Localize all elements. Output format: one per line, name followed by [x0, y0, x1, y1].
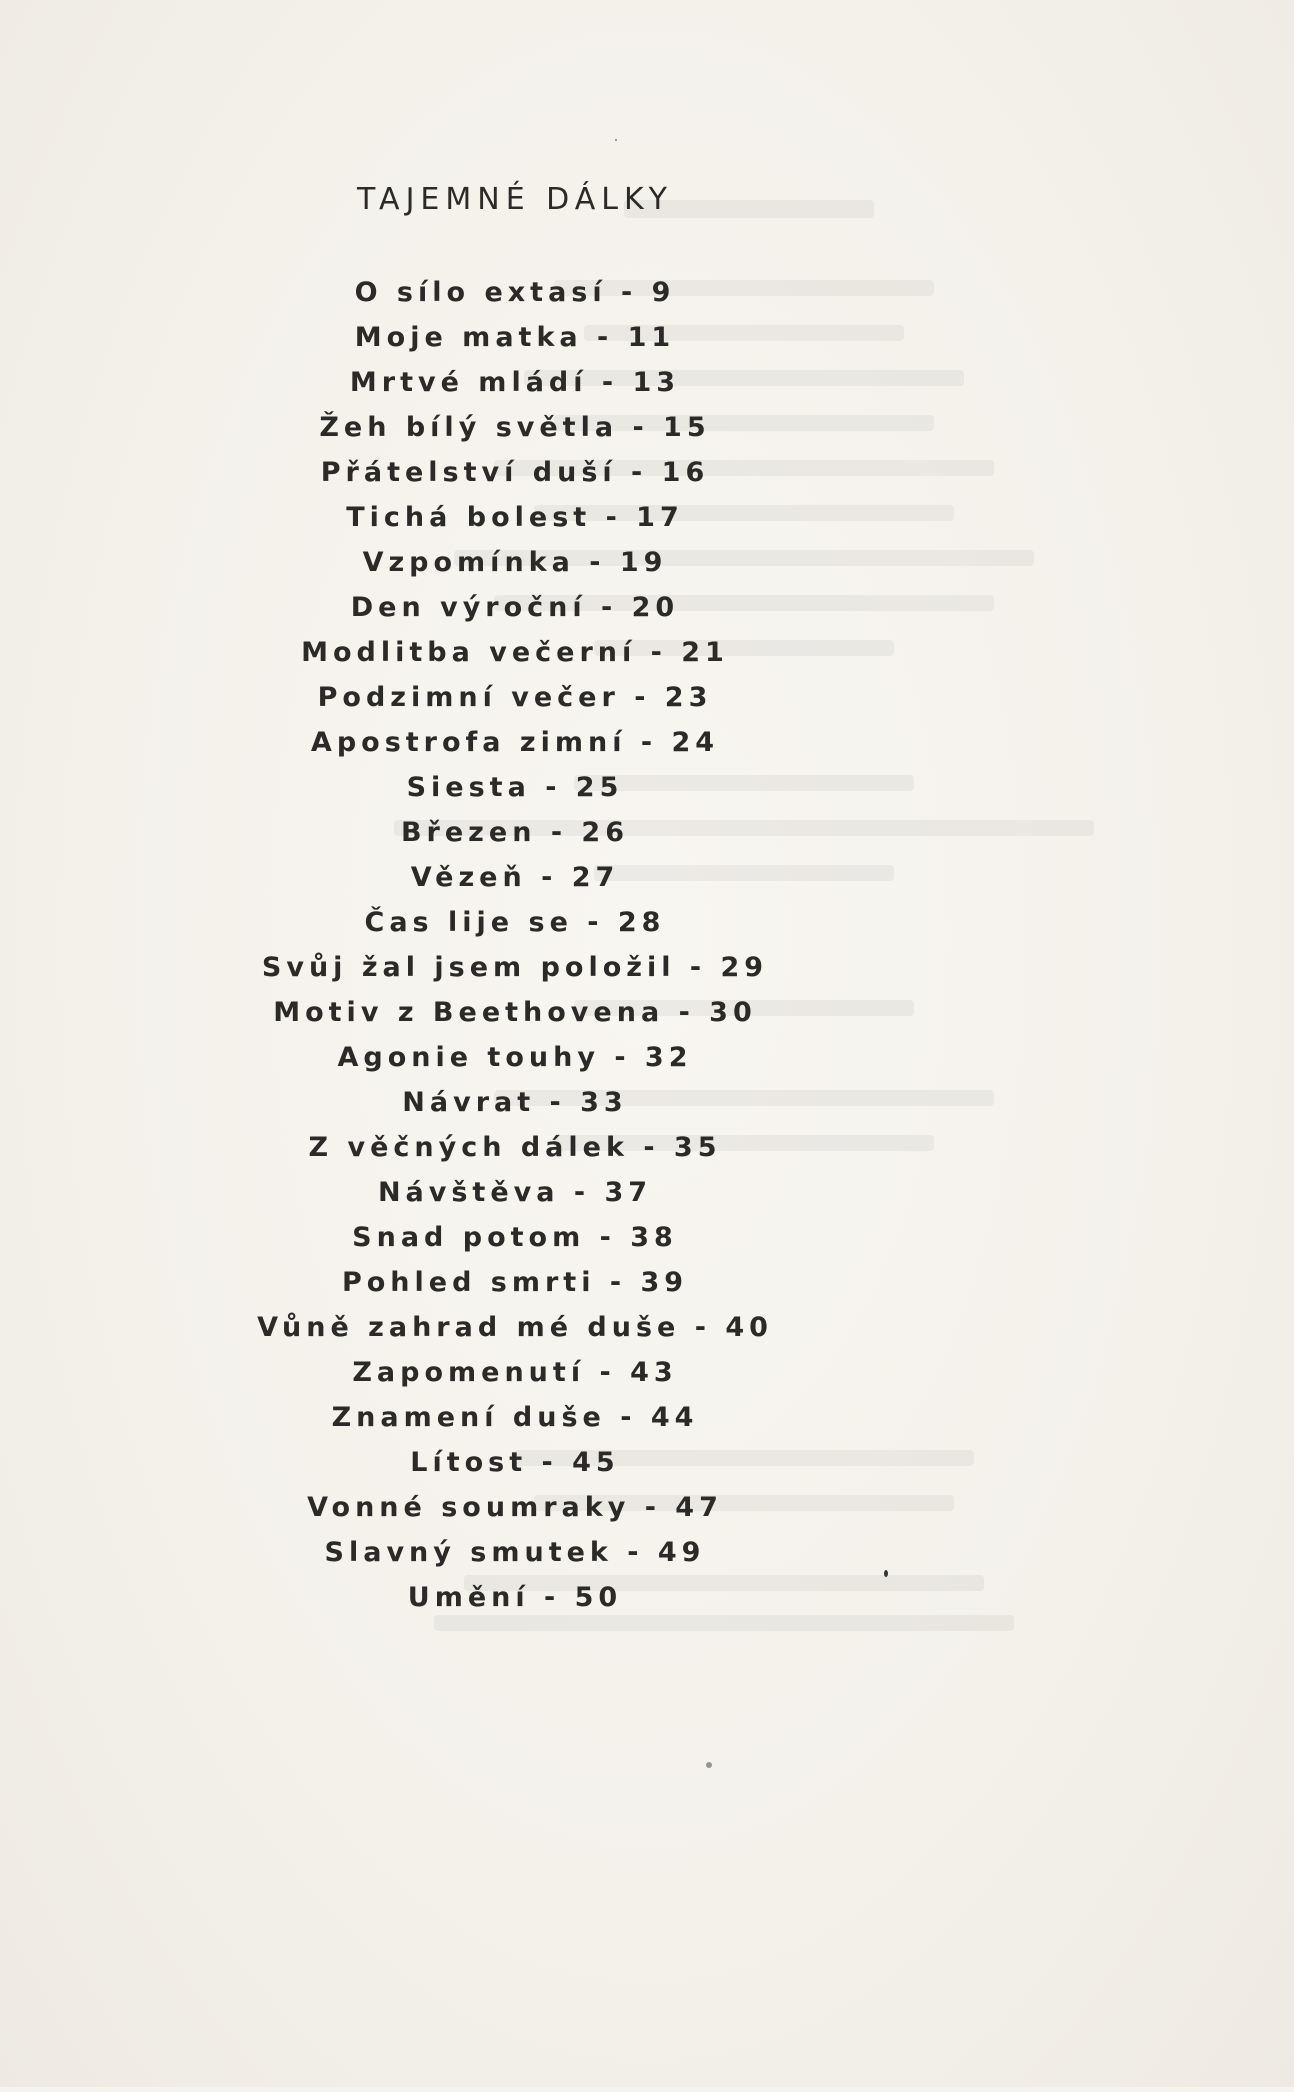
toc-entry: Slavný smutek - 49 [324, 1537, 706, 1568]
toc-entry: Z věčných dálek - 35 [308, 1132, 722, 1163]
ink-speck [884, 1570, 888, 1577]
toc-entry: Pohled smrti - 39 [341, 1267, 689, 1298]
toc-entry: O sílo extasí - 9 [354, 277, 676, 308]
toc-entry: Motiv z Beethovena - 30 [273, 997, 757, 1028]
toc-entry: Apostrofa zimní - 24 [310, 727, 720, 758]
toc-entry: Tichá bolest - 17 [346, 502, 684, 533]
toc-entry: Přátelství duší - 16 [320, 457, 710, 488]
toc-entry: Březen - 26 [400, 817, 630, 848]
toc-entry: Den výroční - 20 [350, 592, 680, 623]
toc-entry: Moje matka - 11 [354, 322, 676, 353]
toc-entry: Žeh bílý světla - 15 [319, 412, 711, 443]
ink-speck [706, 1762, 712, 1768]
section-title: TAJEMNÉ DÁLKY [357, 182, 673, 217]
toc-entry: Lítost - 45 [410, 1447, 620, 1478]
toc-entry: Umění - 50 [407, 1582, 623, 1613]
toc-entry: Svůj žal jsem položil - 29 [261, 952, 769, 983]
toc-entry: Čas lije se - 28 [364, 907, 666, 938]
toc-entry: Návrat - 33 [402, 1087, 628, 1118]
toc-list [0, 270, 1030, 1620]
toc-entry: Vonné soumraky - 47 [307, 1492, 723, 1523]
toc-entry: Snad potom - 38 [352, 1222, 678, 1253]
toc-entry: Vůně zahrad mé duše - 40 [257, 1312, 773, 1343]
toc-entry: Siesta - 25 [406, 772, 624, 803]
toc-entry: Podzimní večer - 23 [317, 682, 713, 713]
toc-entry: Agonie touhy - 32 [337, 1042, 693, 1073]
toc-entry: Návštěva - 37 [377, 1177, 653, 1208]
ink-speck [615, 139, 617, 141]
table-of-contents [0, 178, 1030, 1620]
toc-entry: Modlitba večerní - 21 [301, 637, 729, 668]
toc-entry: Znamení duše - 44 [331, 1402, 699, 1433]
toc-entry: Vzpomínka - 19 [362, 547, 668, 578]
toc-entry: Mrtvé mládí - 13 [349, 367, 681, 398]
toc-entry: Vězeň - 27 [410, 862, 620, 893]
toc-entry: Zapomenutí - 43 [352, 1357, 678, 1388]
